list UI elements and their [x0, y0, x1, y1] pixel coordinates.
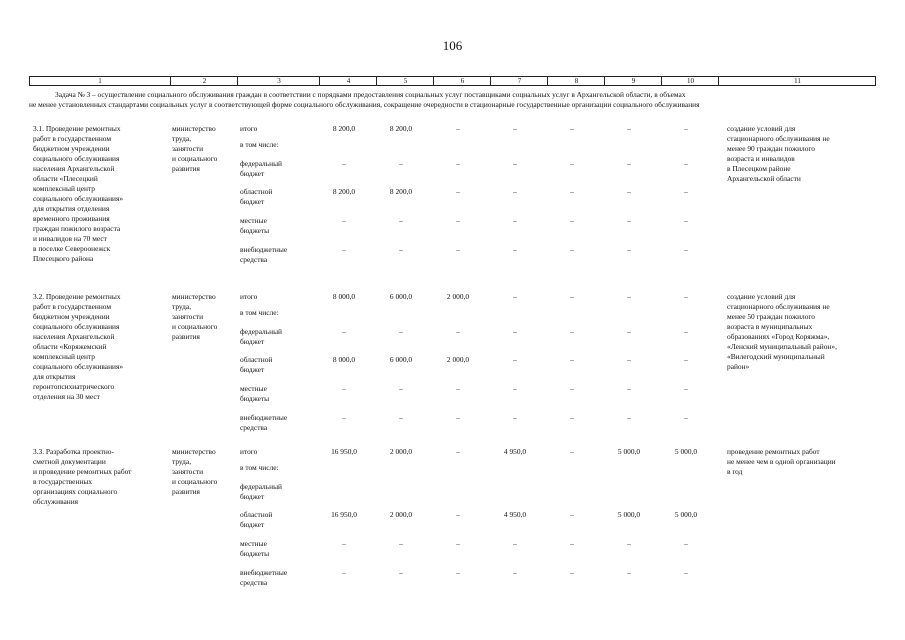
- funding-value: –: [456, 413, 460, 422]
- funding-value: 2 000,0: [446, 355, 470, 364]
- funding-value: –: [627, 159, 631, 168]
- funding-value: –: [513, 245, 517, 254]
- funding-source: в том числе:: [240, 463, 279, 472]
- funding-value: –: [399, 539, 403, 548]
- expected-result: создание условий для стационарного обслуживания не менее 90 граждан пожилого возраста и инвалидов в Плесецком районе Архангельской области: [727, 124, 830, 183]
- funding-source: местные бюджеты: [240, 384, 270, 403]
- funding-value: –: [456, 384, 460, 393]
- column-number: 2: [170, 77, 238, 85]
- funding-value: –: [513, 327, 517, 336]
- funding-value: –: [513, 159, 517, 168]
- funding-value: –: [627, 355, 631, 364]
- funding-value: –: [627, 187, 631, 196]
- funding-value: –: [570, 216, 574, 225]
- funding-value: –: [513, 413, 517, 422]
- column-number: 5: [376, 77, 434, 85]
- funding-value: –: [627, 568, 631, 577]
- funding-source: областной бюджет: [240, 355, 273, 374]
- funding-value: –: [342, 413, 346, 422]
- funding-value: –: [627, 539, 631, 548]
- funding-value: –: [570, 539, 574, 548]
- column-number: 11: [718, 77, 876, 85]
- funding-value: –: [570, 187, 574, 196]
- funding-value: –: [684, 539, 688, 548]
- page-number: 106: [442, 38, 463, 53]
- funding-source: в том числе:: [240, 308, 279, 317]
- funding-source: внебюджетные средства: [240, 413, 288, 432]
- funding-value: –: [513, 216, 517, 225]
- column-number: 9: [604, 77, 662, 85]
- funding-value: –: [627, 292, 631, 301]
- column-number: 4: [319, 77, 377, 85]
- funding-value: –: [399, 216, 403, 225]
- funding-value: 16 950,0: [331, 447, 357, 456]
- funding-value: –: [627, 384, 631, 393]
- funding-value: –: [684, 413, 688, 422]
- funding-value: –: [570, 510, 574, 519]
- funding-value: –: [513, 384, 517, 393]
- activity-name: 3.3. Разработка проектно- сметной документации и проведение ремонтных работ в государственных организациях социального обслуживания: [33, 447, 132, 506]
- funding-source: в том числе:: [240, 140, 279, 149]
- funding-value: 5 000,0: [674, 447, 698, 456]
- funding-value: –: [684, 384, 688, 393]
- funding-value: 8 000,0: [332, 292, 356, 301]
- funding-value: 2 000,0: [446, 292, 470, 301]
- funding-value: –: [342, 568, 346, 577]
- funding-value: –: [342, 216, 346, 225]
- task-description: [29, 90, 876, 110]
- funding-value: –: [513, 568, 517, 577]
- column-number: 6: [433, 77, 491, 85]
- funding-value: –: [342, 159, 346, 168]
- task-line: не менее установленных стандартами социальных услуг в соответствующей форме социального обслуживания, сокращение очередности в стационарные государственные организации социального обслуживания: [29, 100, 700, 109]
- funding-value: –: [570, 568, 574, 577]
- funding-value: –: [342, 327, 346, 336]
- column-number: 7: [490, 77, 548, 85]
- funding-value: –: [513, 187, 517, 196]
- funding-value: –: [456, 539, 460, 548]
- funding-value: –: [513, 292, 517, 301]
- funding-value: –: [570, 413, 574, 422]
- executor: министерство труда, занятости и социального развития: [172, 124, 218, 173]
- funding-value: –: [570, 355, 574, 364]
- funding-value: 6 000,0: [389, 292, 413, 301]
- funding-value: –: [513, 124, 517, 133]
- funding-value: –: [627, 413, 631, 422]
- activity-name: 3.2. Проведение ремонтных работ в государственном бюджетном учреждении социального обслуживания населения Архангельской области «Коряжемский комплексный центр социального обслуживания» для открытия геронтопсихиатрического отделения на 30 мест: [33, 292, 124, 401]
- funding-value: –: [570, 327, 574, 336]
- funding-value: –: [456, 447, 460, 456]
- expected-result: проведение ремонтных работ не менее чем в одной организации в год: [727, 447, 836, 476]
- funding-value: –: [570, 384, 574, 393]
- funding-value: –: [684, 159, 688, 168]
- funding-value: 8 200,0: [332, 124, 356, 133]
- funding-value: –: [684, 568, 688, 577]
- funding-value: 2 000,0: [389, 447, 413, 456]
- funding-source: федеральный бюджет: [240, 159, 282, 178]
- funding-value: –: [570, 124, 574, 133]
- funding-value: –: [399, 159, 403, 168]
- funding-value: –: [399, 384, 403, 393]
- funding-value: –: [684, 216, 688, 225]
- funding-source: областной бюджет: [240, 510, 273, 529]
- funding-source: внебюджетные средства: [240, 568, 288, 587]
- funding-value: –: [684, 292, 688, 301]
- funding-value: –: [399, 327, 403, 336]
- funding-source: областной бюджет: [240, 187, 273, 206]
- task-line: Задача № 3 – осуществление социального обслуживания граждан в соответствии с порядками предоставления социальных услуг поставщиками социальных услуг в Архангельской области, в объемах: [55, 90, 686, 99]
- funding-value: –: [684, 124, 688, 133]
- funding-value: 5 000,0: [674, 510, 698, 519]
- funding-value: –: [513, 355, 517, 364]
- funding-value: 5 000,0: [617, 447, 641, 456]
- funding-value: 2 000,0: [389, 510, 413, 519]
- funding-value: 8 200,0: [389, 124, 413, 133]
- funding-value: –: [684, 245, 688, 254]
- funding-value: 8 200,0: [389, 187, 413, 196]
- column-number: 10: [661, 77, 719, 85]
- funding-value: –: [456, 245, 460, 254]
- funding-source: итого: [240, 124, 258, 133]
- funding-value: –: [456, 510, 460, 519]
- funding-value: –: [627, 124, 631, 133]
- funding-value: 8 200,0: [332, 187, 356, 196]
- funding-source: внебюджетные средства: [240, 245, 288, 264]
- funding-value: 8 000,0: [332, 355, 356, 364]
- funding-source: местные бюджеты: [240, 539, 270, 558]
- funding-value: –: [570, 159, 574, 168]
- expected-result: создание условий для стационарного обслуживания не менее 50 граждан пожилого возраста в муниципальных образованиях «Город Коряжма», «Ленский муниципальный район», «Вилегодский муниципальный район»: [727, 292, 837, 371]
- activity-name: 3.1. Проведение ремонтных работ в государственном бюджетном учреждении социального обслуживания населения Архангельской области «Плесецкий комплексный центр социального обслуживания» для открытия отделения временного проживания граждан пожилого возраста и инвалидов на 70 мест в поселке Североонежск Плесецкого района: [33, 124, 124, 263]
- funding-value: –: [342, 245, 346, 254]
- funding-value: –: [684, 327, 688, 336]
- column-number: 8: [547, 77, 605, 85]
- funding-value: 4 950,0: [503, 510, 527, 519]
- funding-source: федеральный бюджет: [240, 482, 282, 501]
- funding-value: 4 950,0: [503, 447, 527, 456]
- funding-value: –: [456, 187, 460, 196]
- funding-value: –: [627, 216, 631, 225]
- funding-value: –: [399, 568, 403, 577]
- funding-value: –: [456, 216, 460, 225]
- executor: министерство труда, занятости и социального развития: [172, 292, 218, 341]
- funding-value: 6 000,0: [389, 355, 413, 364]
- funding-value: –: [684, 355, 688, 364]
- column-number: 1: [98, 77, 102, 85]
- funding-value: 16 950,0: [331, 510, 357, 519]
- funding-value: –: [456, 124, 460, 133]
- funding-value: –: [570, 245, 574, 254]
- funding-value: –: [627, 327, 631, 336]
- funding-source: местные бюджеты: [240, 216, 270, 235]
- funding-source: итого: [240, 447, 258, 456]
- funding-value: 5 000,0: [617, 510, 641, 519]
- funding-value: –: [684, 187, 688, 196]
- funding-value: –: [342, 384, 346, 393]
- funding-source: итого: [240, 292, 258, 301]
- funding-source: федеральный бюджет: [240, 327, 282, 346]
- funding-value: –: [399, 413, 403, 422]
- funding-value: –: [456, 159, 460, 168]
- column-number-header: [29, 76, 876, 86]
- funding-value: –: [627, 245, 631, 254]
- funding-value: –: [570, 447, 574, 456]
- column-number: 3: [237, 77, 320, 85]
- funding-value: –: [570, 292, 574, 301]
- executor: министерство труда, занятости и социального развития: [172, 447, 218, 496]
- funding-value: –: [456, 568, 460, 577]
- funding-value: –: [513, 539, 517, 548]
- funding-value: –: [342, 539, 346, 548]
- funding-value: –: [456, 327, 460, 336]
- funding-value: –: [399, 245, 403, 254]
